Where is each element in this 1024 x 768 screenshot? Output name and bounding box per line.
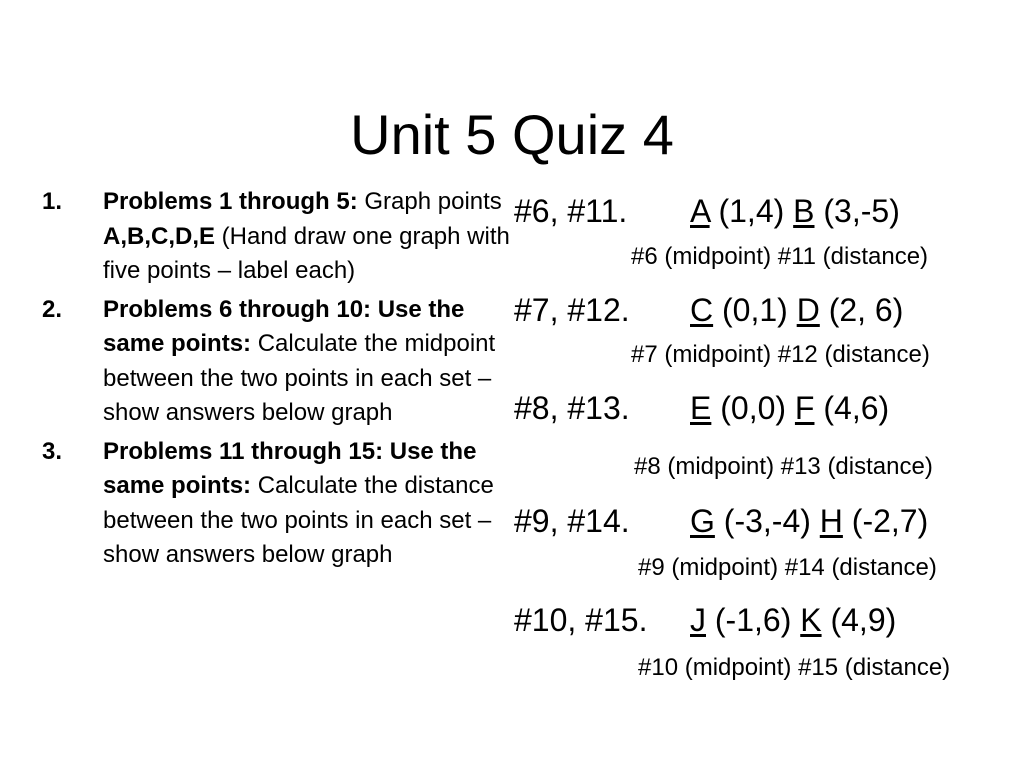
instruction-text: (Hand draw one graph with five points – label each) [103, 222, 510, 284]
problem-row-6-11 [514, 191, 900, 231]
problem-subtext: #9 (midpoint) #14 (distance) [638, 554, 937, 581]
point-name: A [690, 193, 710, 229]
instruction-number: 2. [42, 295, 63, 323]
point-name: F [794, 390, 815, 426]
point-coords: (-2,7) [851, 503, 929, 539]
problem-row-7-12 [514, 290, 903, 330]
point-name: D [796, 292, 820, 328]
point-coords: (4,6) [823, 390, 890, 426]
problem-row-10-15 [514, 600, 896, 640]
problem-subtext: #7 (midpoint) #12 (distance) [631, 341, 930, 368]
points-list: A,B,C,D,E [103, 222, 216, 250]
problem-row-9-14 [514, 501, 928, 541]
problem-row-8-13 [514, 388, 889, 428]
point-name: H [819, 503, 843, 539]
point-name: C [690, 292, 714, 328]
point-coords: (-1,6) [714, 602, 792, 638]
instruction-number: 1. [42, 188, 63, 215]
point-name: G [690, 503, 715, 539]
instruction-number: 3. [42, 437, 63, 465]
instruction-item-2 [42, 293, 512, 431]
problem-label: #6, #11. [514, 193, 628, 229]
point-name: B [793, 193, 815, 229]
point-coords: (4,9) [830, 602, 897, 638]
instruction-heading: Problems 6 through 10: Use the same points: [103, 295, 465, 357]
instruction-heading: Problems 1 through 5: [103, 188, 358, 215]
problem-subtext: #6 (midpoint) #11 (distance) [631, 243, 929, 270]
point-coords: (1,4) [718, 193, 785, 229]
point-name: J [690, 602, 706, 638]
problem-label: #10, #15. [514, 602, 648, 638]
point-coords: (-3,-4) [723, 503, 811, 539]
slide-title: Unit 5 Quiz 4 [350, 103, 674, 166]
instructions-list [42, 185, 512, 577]
problem-label: #9, #14. [514, 503, 630, 539]
point-coords: (0,0) [720, 390, 787, 426]
instruction-text: Calculate the midpoint between the two points in each set – show answers below graph [103, 330, 496, 426]
problem-label: #8, #13. [514, 390, 630, 426]
instruction-item-3 [42, 435, 512, 573]
instruction-item-1 [42, 185, 512, 289]
problem-label: #7, #12. [514, 292, 630, 328]
point-name: K [800, 602, 822, 638]
instruction-heading: Problems 11 through 15: Use the same points: [103, 437, 477, 499]
point-coords: (2, 6) [828, 292, 904, 328]
problem-subtext: #10 (midpoint) #15 (distance) [638, 654, 951, 681]
instruction-text: Calculate the distance between the two points in each set – show answers below graph [103, 472, 494, 568]
point-coords: (0,1) [722, 292, 788, 328]
point-name: E [690, 390, 712, 426]
instruction-text: Graph points [357, 188, 502, 215]
point-coords: (3,-5) [823, 193, 900, 229]
problem-subtext: #8 (midpoint) #13 (distance) [634, 453, 933, 480]
